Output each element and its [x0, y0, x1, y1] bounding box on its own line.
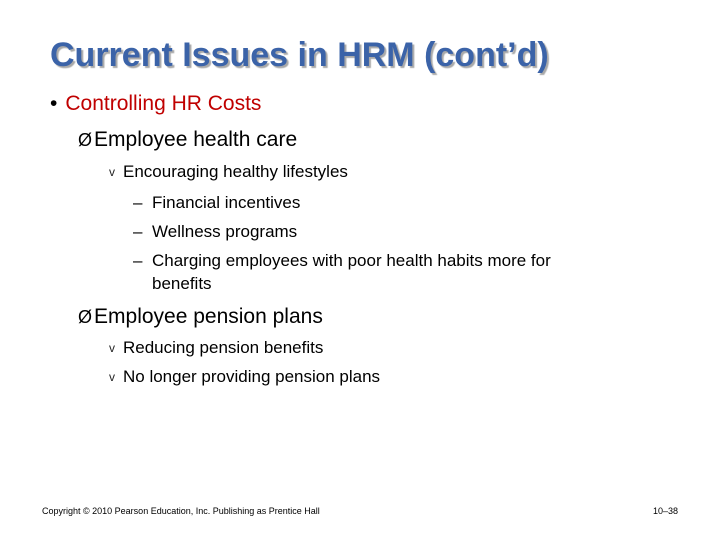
dash-item-wellness-programs [133, 220, 297, 243]
footer-page-number: 10–38 [652, 506, 678, 516]
bullet-text: Employee pension plans [94, 305, 323, 328]
bullet-dot-icon: • [50, 92, 58, 115]
dash-item-text: Wellness programs [152, 222, 298, 241]
diamond-bullet-icon: v [109, 165, 115, 179]
dash-item-charging-employees [133, 249, 551, 295]
diamond-bullet-icon: v [109, 370, 115, 384]
dash-item-financial-incentives [133, 191, 300, 214]
dash-bullet-icon: – [133, 251, 143, 270]
footer-copyright: Copyright © 2010 Pearson Education, Inc. Publishing as Prentice Hall [42, 506, 320, 516]
bullet-text: Employee health care [94, 128, 298, 151]
arrow-bullet-icon: Ø [78, 130, 93, 150]
bullet-encouraging-healthy-lifestyles [109, 162, 348, 182]
bullet-reducing-pension-benefits [109, 338, 323, 358]
bullet-employee-health-care [78, 128, 297, 152]
bullet-text: No longer providing pension plans [123, 367, 381, 386]
slide-title: Current Issues in HRM (cont’d) [50, 36, 549, 74]
diamond-bullet-icon: v [109, 341, 115, 355]
dash-item-text: Financial incentives [152, 193, 301, 212]
bullet-controlling-hr-costs [50, 92, 261, 116]
dash-item-text-continued: benefits [152, 274, 212, 293]
bullet-text: Controlling HR Costs [65, 92, 262, 115]
bullet-employee-pension-plans [78, 305, 323, 329]
dash-item-text: Charging employees with poor health habits more for [152, 251, 551, 270]
dash-bullet-icon: – [133, 222, 143, 241]
bullet-text: Reducing pension benefits [123, 338, 324, 357]
bullet-no-longer-providing-pension [109, 367, 380, 387]
arrow-bullet-icon: Ø [78, 307, 93, 327]
dash-bullet-icon: – [133, 193, 143, 212]
bullet-text: Encouraging healthy lifestyles [123, 162, 348, 181]
